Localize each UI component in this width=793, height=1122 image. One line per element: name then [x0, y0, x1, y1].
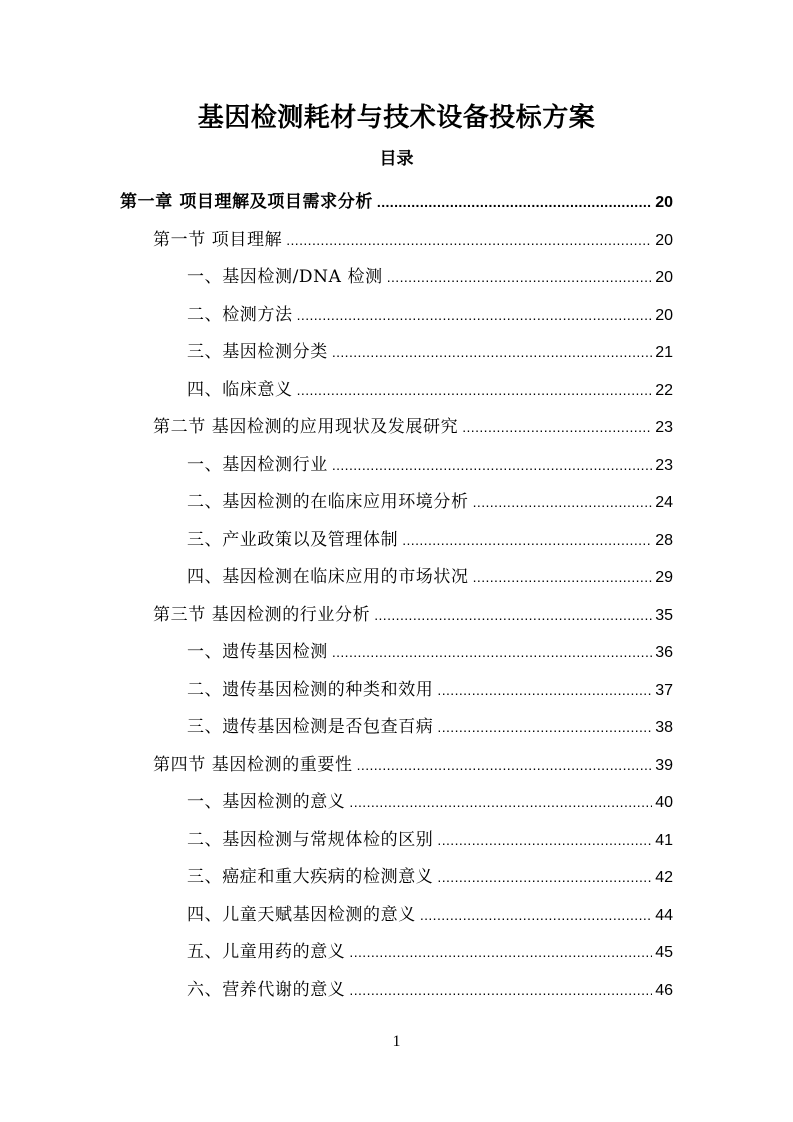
- toc-entry-item[interactable]: [187, 334, 673, 371]
- toc-entry-item[interactable]: [187, 709, 673, 746]
- toc-entry-title: 第三节 基因检测的行业分析: [153, 604, 371, 625]
- toc-entry-item[interactable]: [187, 372, 673, 409]
- toc-entry-section[interactable]: [153, 597, 673, 634]
- toc-dot-leader: [349, 972, 652, 1009]
- toc-dot-leader: [297, 372, 653, 409]
- toc-entry-title: 六、营养代谢的意义: [187, 979, 346, 1000]
- toc-entry-title: 四、基因检测在临床应用的市场状况: [187, 567, 469, 587]
- toc-entry-title: 一、基因检测行业: [187, 454, 328, 475]
- toc-page-number: 28: [655, 531, 673, 549]
- toc-dot-leader: [473, 484, 653, 521]
- toc-entry-title: 二、基因检测的在临床应用环境分析: [187, 492, 469, 512]
- toc-entry-title: 二、基因检测与常规体检的区别: [187, 829, 434, 850]
- toc-entry-title: 三、遗传基因检测是否包查百病: [187, 717, 434, 737]
- toc-dot-leader: [437, 859, 652, 896]
- toc-entry-item[interactable]: [187, 522, 673, 559]
- toc-page-number: 39: [655, 756, 673, 774]
- toc-entry-title: 四、临床意义: [187, 379, 293, 400]
- toc-page-number: 42: [655, 869, 673, 886]
- toc-dot-leader: [437, 709, 652, 746]
- toc-entry-title: 第一章 项目理解及项目需求分析: [120, 192, 373, 212]
- toc-dot-leader: [349, 934, 652, 971]
- toc-page-number: 24: [655, 494, 673, 511]
- toc-page-number: 29: [655, 569, 673, 586]
- toc-entry-item[interactable]: [187, 259, 673, 296]
- toc-page-number: 20: [655, 231, 673, 249]
- toc-entry-title: 第二节 基因检测的应用现状及发展研究: [153, 417, 459, 437]
- toc-entry-section[interactable]: [153, 222, 673, 259]
- toc-dot-leader: [473, 559, 653, 596]
- toc-dot-leader: [377, 184, 652, 221]
- toc-entry-title: 一、基因检测的意义: [187, 792, 346, 812]
- toc-entry-title: 第一节 项目理解: [153, 229, 283, 250]
- toc-page-number: 35: [655, 606, 673, 624]
- document-title: 基因检测耗材与技术设备投标方案: [197, 103, 596, 133]
- toc-entry-item[interactable]: [187, 784, 673, 821]
- toc-dot-leader: [374, 597, 652, 634]
- toc-entry-title: 一、遗传基因检测: [187, 642, 328, 662]
- toc-entry-title: 三、癌症和重大疾病的检测意义: [187, 867, 434, 887]
- toc-dot-leader: [332, 634, 652, 671]
- toc-entry-title: 二、检测方法: [187, 304, 293, 325]
- toc-dot-leader: [332, 447, 652, 484]
- toc-dot-leader: [437, 672, 652, 709]
- toc-entry-item[interactable]: [187, 934, 673, 971]
- toc-dot-leader: [349, 784, 652, 821]
- toc-page-number: 23: [655, 419, 673, 436]
- toc-entry-item[interactable]: [187, 822, 673, 859]
- toc-page-number: 46: [655, 981, 673, 999]
- toc-page-number: 36: [655, 644, 673, 661]
- toc-entry-item[interactable]: [187, 297, 673, 334]
- toc-entry-item[interactable]: [187, 972, 673, 1009]
- toc-entry-title: 三、基因检测分类: [187, 342, 328, 362]
- toc-entry-item[interactable]: [187, 672, 673, 709]
- toc-page-number: 44: [655, 906, 673, 924]
- toc-dot-leader: [387, 259, 652, 296]
- toc-page-number: 20: [655, 306, 673, 324]
- toc-page-number: 37: [655, 681, 673, 699]
- toc-entry-title: 第四节 基因检测的重要性: [153, 754, 353, 775]
- toc-entry-title: 三、产业政策以及管理体制: [187, 529, 399, 550]
- toc-entry-item[interactable]: [187, 447, 673, 484]
- toc-page-number: 45: [655, 944, 673, 961]
- toc-entry-title: 二、遗传基因检测的种类和效用: [187, 679, 434, 700]
- toc-page-number: 22: [655, 381, 673, 399]
- toc-dot-leader: [462, 409, 652, 446]
- toc-entry-chapter-1[interactable]: [120, 184, 673, 221]
- toc-dot-leader: [357, 747, 653, 784]
- toc-dot-leader: [332, 334, 652, 371]
- toc-heading: 目录: [379, 149, 414, 169]
- toc-page-number: 20: [655, 194, 673, 211]
- toc-page-number: 20: [655, 269, 673, 286]
- toc-page-number: 21: [655, 344, 673, 361]
- toc-page-number: 38: [655, 719, 673, 736]
- toc-entry-section[interactable]: [153, 409, 673, 446]
- toc-entry-title: 五、儿童用药的意义: [187, 942, 346, 962]
- toc-dot-leader: [437, 822, 652, 859]
- toc-dot-leader: [402, 522, 652, 559]
- toc-dot-leader: [420, 897, 652, 934]
- toc-entry-section[interactable]: [153, 747, 673, 784]
- toc-entry-item[interactable]: [187, 634, 673, 671]
- toc-entry-item[interactable]: [187, 484, 673, 521]
- toc-entry-item[interactable]: [187, 559, 673, 596]
- toc-dot-leader: [286, 222, 652, 259]
- toc-dot-leader: [297, 297, 653, 334]
- toc-page-number: 23: [655, 456, 673, 474]
- page-number: 1: [392, 1033, 401, 1050]
- toc-entry-item[interactable]: [187, 859, 673, 896]
- toc-entry-item[interactable]: [187, 897, 673, 934]
- toc-entry-title: 一、基因检测/DNA 检测: [187, 267, 383, 287]
- toc-entry-title: 四、儿童天赋基因检测的意义: [187, 904, 416, 925]
- toc-page-number: 41: [655, 831, 673, 849]
- toc-page-number: 40: [655, 794, 673, 811]
